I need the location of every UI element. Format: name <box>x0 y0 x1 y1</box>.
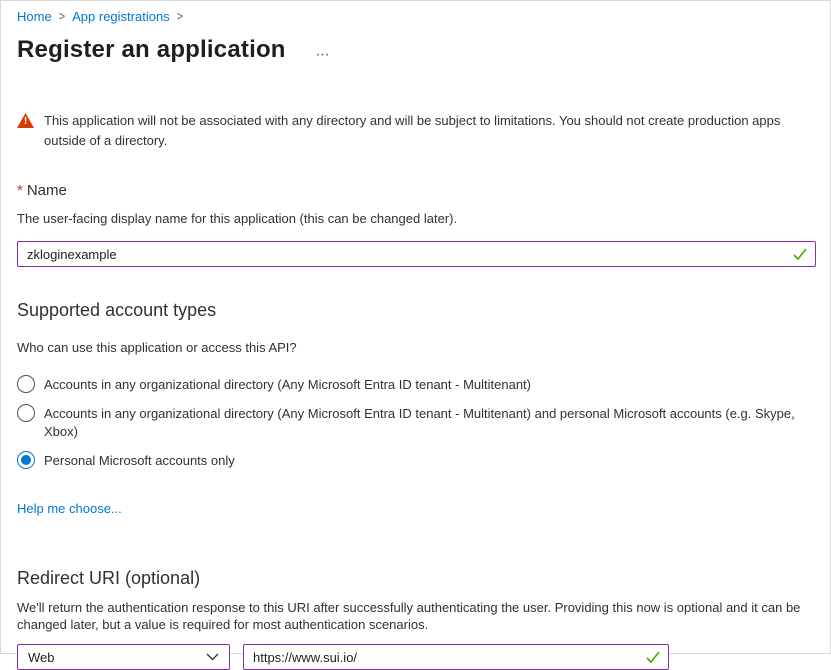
radio-unselected-icon <box>17 404 35 422</box>
redirect-uri-input[interactable] <box>243 644 669 670</box>
radio-option-label: Accounts in any organizational directory (Any Microsoft Entra ID tenant - Multitenant) <box>44 377 531 392</box>
app-name-input[interactable] <box>17 241 816 267</box>
warning-triangle-icon <box>17 113 34 128</box>
platform-select[interactable] <box>17 644 230 670</box>
radio-option-label: Personal Microsoft accounts only <box>44 453 235 468</box>
chevron-down-icon <box>206 653 219 661</box>
page-title: Register an application <box>17 36 286 63</box>
radio-option-org-directory-and-personal[interactable] <box>17 399 814 446</box>
help-me-choose-link[interactable]: Help me choose... <box>17 501 122 516</box>
warning-banner <box>17 111 814 151</box>
name-field-description: The user-facing display name for this application (this can be changed later). <box>17 211 458 226</box>
chevron-right-icon: > <box>176 9 184 24</box>
radio-option-personal-accounts-only[interactable] <box>17 446 814 475</box>
redirect-uri-description: We'll return the authentication response to this URI after successfully authenticating the user. Providing this now is optional and it can be changed later, but a value is required for most authentication scenarios. <box>17 600 801 632</box>
name-label-text: Name <box>26 182 67 199</box>
more-options-icon[interactable]: ⋯ <box>315 46 332 62</box>
radio-option-label: Accounts in any organizational directory (Any Microsoft Entra ID tenant - Multitenant) and personal Microsoft accounts (e.g. Skype, Xbox) <box>44 406 795 439</box>
account-types-question: Who can use this application or access this API? <box>17 340 297 355</box>
chevron-right-icon: > <box>58 9 66 24</box>
warning-text: This application will not be associated with any directory and will be subject to limitations. You should not create production apps outside of a directory. <box>44 113 781 148</box>
supported-account-types-heading: Supported account types <box>17 300 217 320</box>
breadcrumb <box>17 9 814 24</box>
redirect-uri-heading: Redirect URI (optional) <box>17 568 201 588</box>
name-field-label <box>17 182 814 199</box>
platform-select-value: Web <box>28 649 55 665</box>
breadcrumb-app-registrations-link[interactable]: App registrations <box>72 9 170 24</box>
required-asterisk: * <box>17 182 23 199</box>
account-type-radio-group <box>17 370 814 475</box>
radio-selected-icon <box>17 451 35 469</box>
breadcrumb-home-link[interactable]: Home <box>17 9 52 24</box>
radio-option-org-directory[interactable] <box>17 370 814 399</box>
radio-unselected-icon <box>17 375 35 393</box>
